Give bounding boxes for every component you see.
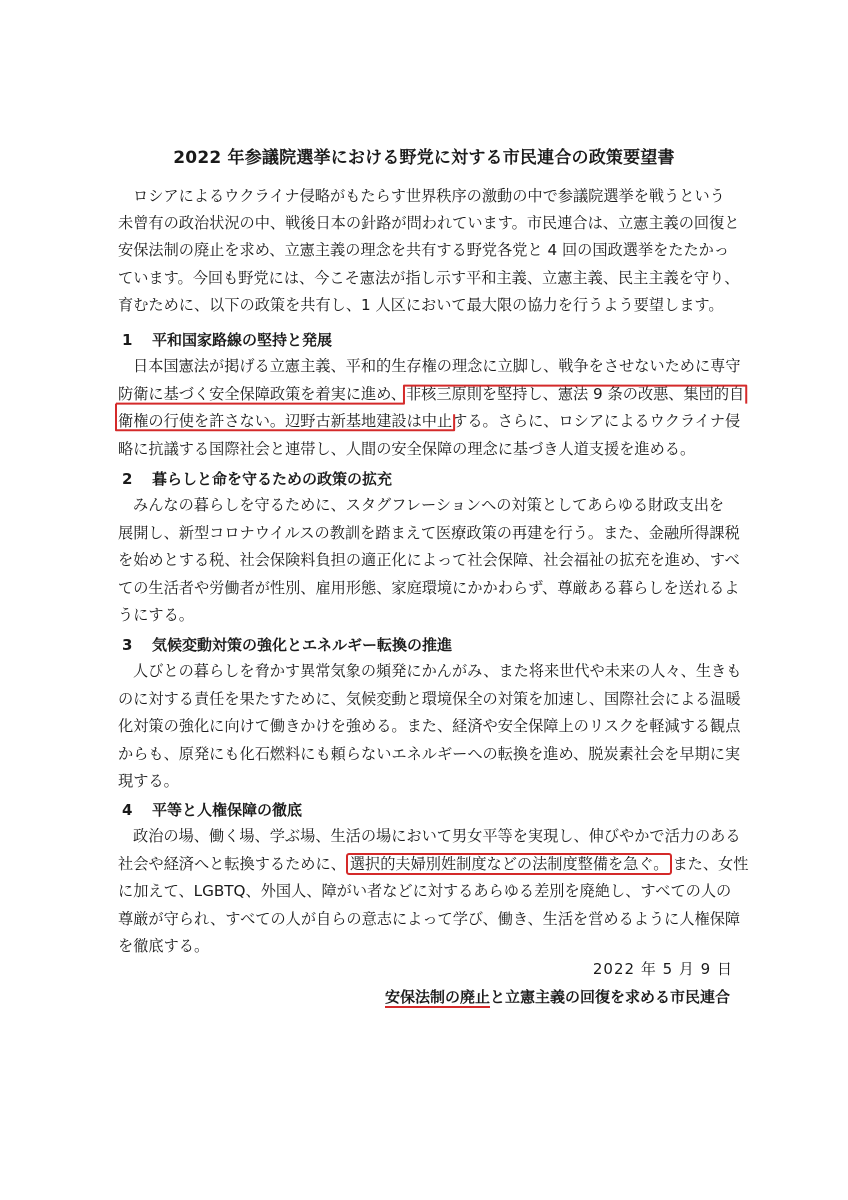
highlight-text: 非核三原則を堅持し、憲法 9 条の改悪、集団的自 [405,384,745,403]
intro-line: 安保法制の廃止を求め、立憲主義の理念を共有する野党各党と 4 回の国政選挙をたたかっ [118,241,730,260]
section-4 [118,797,749,961]
intro-line: ています。今回も野党には、今こそ憲法が指し示す平和主義、立憲主義、民主主義を守り、 [118,268,740,287]
body-text: 防衛に基づく安全保障政策を着実に進め、 [118,384,406,403]
body-line: 現する。 [118,772,179,791]
section-heading [118,327,730,353]
intro-line: 育むために、以下の政策を共有し、1 人区において最大限の協力を行うよう要望します。 [118,295,724,314]
section-heading-text: 気候変動対策の強化とエネルギー転換の推進 [152,636,453,654]
body-text: また、女性 [672,854,749,873]
body-line: 政治の場、働く場、学ぶ場、生活の場において男女平等を実現し、伸びやかで活力のある [133,827,741,845]
section-3 [118,632,742,796]
section-number: 2 [122,470,133,488]
section-heading [118,632,730,658]
body-line: 人びとの暮らしを脅かす異常気象の頻発にかんがみ、また将来世代や未来の人々、生きも [133,662,742,680]
signature-text: と立憲主義の回復を求める市民連合 [489,988,730,1006]
section-heading [118,797,730,823]
intro-line: ロシアによるウクライナ侵略がもたらす世界秩序の激動の中で参議院選挙を戦うという [133,187,725,205]
body-text: する。さらに、ロシアによるウクライナ侵 [452,412,741,431]
highlight-text: 選択的夫婦別姓制度などの法制度整備を急ぐ。 [346,853,673,875]
intro-line: 未曾有の政治状況の中、戦後日本の針路が問われています。市民連合は、立憲主義の回復と [118,214,740,233]
body-line: 化対策の強化に向けて働きかけを強める。また、経済や安全保障上のリスクを軽減する観点 [118,717,741,736]
body-line: を始めとする税、社会保険料負担の適正化によって社会保障、社会福祉の拡充を進め、すべ [118,551,740,570]
section-heading-text: 平和国家路線の堅持と発展 [152,331,333,349]
body-line: うにする。 [118,606,194,625]
body-line: のに対する責任を果たすために、気候変動と環境保全の対策を加速し、国際社会による温暖 [118,689,741,708]
section-heading-text: 暮らしと命を守るための政策の拡充 [152,470,393,488]
signature-underlined: 安保法制の廃止 [384,988,490,1006]
section-number: 1 [122,331,133,349]
highlight-text: 衛権の行使を許さない。辺野古新基地建設は中止 [118,412,453,431]
body-line: 日本国憲法が掲げる立憲主義、平和的生存権の理念に立脚し、戦争をさせないために専守 [133,357,741,375]
section-body [118,823,749,961]
section-number: 3 [122,636,133,654]
section-body [118,658,742,796]
section-2 [118,466,740,630]
body-line: 略に抗議する国際社会と連帯し、人間の安全保障の理念に基づき人道支援を進める。 [118,439,696,458]
section-heading [118,466,730,492]
section-body [118,353,745,463]
document-title: 2022 年参議院選挙における野党に対する市民連合の政策要望書 [173,148,675,168]
body-text: 社会や経済へと転換するために、 [118,854,346,873]
section-number: 4 [122,801,133,819]
body-line: 展開し、新型コロナウイルスの教訓を踏まえて医療政策の再建を行う。また、金融所得課税 [118,523,740,542]
body-line [118,851,749,879]
intro-paragraph [118,183,740,319]
body-line: からも、原発にも化石燃料にも頼らないエネルギーへの転換を進め、脱炭素社会を早期に実 [118,744,741,763]
body-line: に加えて、LGBTQ、外国人、障がい者などに対するあらゆる差別を廃絶し、すべての人の [118,882,732,901]
section-heading-text: 平等と人権保障の徹底 [152,801,303,819]
signature [385,986,730,1007]
body-line [118,381,745,409]
body-line: ての生活者や労働者が性別、雇用形態、家庭環境にかかわらず、尊厳ある暮らしを送れるよ [118,578,740,597]
body-line [118,408,741,436]
section-1 [118,327,745,463]
section-body [118,492,740,630]
document-date: 2022 年 5 月 9 日 [592,960,733,978]
body-line: 尊厳が守られ、すべての人が自らの意志によって学び、働き、生活を営めるように人権保障 [118,909,741,928]
body-line: みんなの暮らしを守るために、スタグフレーションへの対策としてあらゆる財政支出を [133,496,725,514]
body-line: を徹底する。 [118,937,210,956]
